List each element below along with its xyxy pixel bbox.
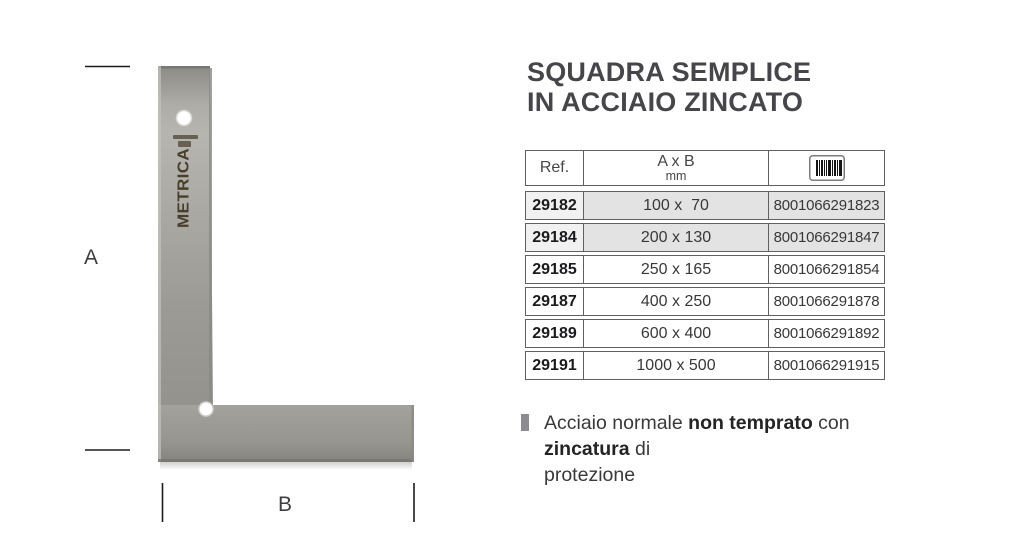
ref-cell: 29182	[526, 192, 584, 219]
page-title-line1: SQUADRA SEMPLICE	[527, 57, 812, 87]
barcode-cell: 8001066291854	[773, 261, 880, 278]
barcode-icon	[809, 155, 845, 181]
ref-cell: 29184	[526, 224, 584, 251]
column-header-ref: Ref.	[526, 151, 584, 185]
dim-a-label: A	[84, 246, 99, 269]
feature-segment: con	[812, 412, 850, 434]
square-blade-horizontal-arm	[158, 405, 414, 462]
table-row	[525, 191, 885, 220]
size-cell: 250 x 165	[584, 256, 769, 283]
corner-hole	[199, 402, 213, 416]
column-header-size	[584, 151, 769, 185]
blade-shadow	[160, 462, 412, 470]
column-header-barcode	[769, 151, 884, 185]
barcode-cell: 8001066291878	[773, 293, 880, 310]
size-cell: 200 x 130	[584, 224, 769, 251]
ref-cell: 29187	[526, 288, 584, 315]
blade-bottom-edge	[158, 459, 414, 462]
page-title	[527, 57, 811, 117]
feature-segment-bold: non temprato	[688, 412, 813, 434]
table-header-row	[525, 150, 885, 186]
square-tool-illustration	[0, 0, 460, 540]
size-cell: 1000 x 500	[584, 352, 769, 379]
size-cell: 100 x 70	[584, 192, 769, 219]
blade-right-edge	[209, 68, 212, 405]
feature-segment-bold: zincatura	[544, 438, 630, 460]
brand-text: METRICA	[175, 155, 193, 228]
barcode-cell: 8001066291892	[773, 325, 880, 342]
blade-left-highlight	[158, 66, 161, 462]
table-row	[525, 319, 885, 348]
spec-table	[525, 150, 885, 383]
page-title-line2: IN ACCIAIO ZINCATO	[527, 87, 804, 117]
table-row	[525, 255, 885, 284]
dim-b-label: B	[278, 493, 293, 516]
square-blade	[158, 66, 414, 462]
barcode-cell: 8001066291823	[769, 192, 884, 219]
bullet-icon	[521, 414, 529, 431]
column-header-size-unit: mm	[665, 168, 687, 183]
table-row	[525, 351, 885, 380]
feature-segment: Acciaio normale	[544, 412, 689, 434]
size-cell: 400 x 250	[584, 288, 769, 315]
size-cell: 600 x 400	[584, 320, 769, 347]
ref-cell: 29191	[526, 352, 584, 379]
feature-segment: di	[629, 438, 651, 460]
feature-item	[521, 410, 911, 488]
barcode-cell: 8001066291915	[773, 357, 880, 374]
barcode-cell: 8001066291847	[769, 224, 884, 251]
table-row	[525, 287, 885, 316]
feature-text	[544, 410, 911, 488]
hanging-hole	[177, 111, 192, 126]
table-row	[525, 223, 885, 252]
feature-text-line2: protezione	[544, 464, 636, 486]
ref-cell: 29185	[526, 256, 584, 283]
blade-end-edge	[412, 405, 415, 462]
column-header-size-label: A x B	[657, 152, 695, 170]
feature-text-line1	[544, 410, 911, 462]
blade-top-edge	[158, 66, 210, 69]
ref-cell: 29189	[526, 320, 584, 347]
